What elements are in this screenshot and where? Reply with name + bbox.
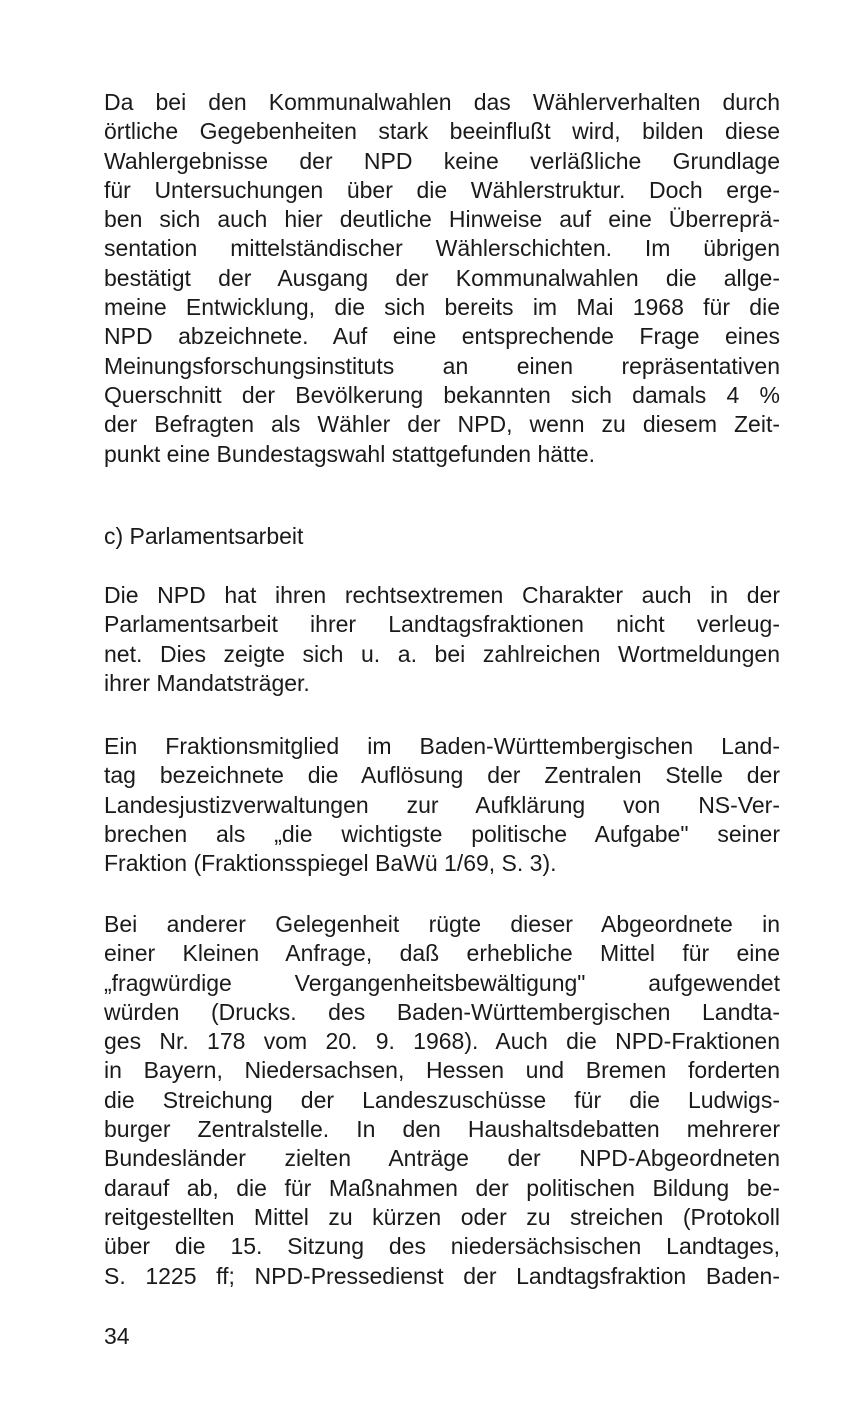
text-line: Da bei den Kommunalwahlen das Wählerverhalten durch [104,89,780,115]
text-line: net. Dies zeigte sich u. a. bei zahlreichen Wortmeldungen [104,640,780,667]
text-line: brechen als „die wichtigste politische Aufgabe" seiner [104,820,780,847]
text-line: Meinungsforschungsinstituts an einen repräsentativen [104,352,780,379]
paragraph-kommunalwahlen [104,88,780,469]
text-line: einer Kleinen Anfrage, daß erhebliche Mittel für eine [104,940,780,967]
text-line: burger Zentralstelle. In den Haushaltsdebatten mehrerer [104,1116,780,1143]
paragraph-abgeordneter [104,910,780,1291]
text-line: sentation mittelständischer Wählerschichten. Im übrigen [104,235,780,262]
text-line: bestätigt der Ausgang der Kommunalwahlen die allge- [104,264,780,291]
section-heading: c) Parlamentsarbeit [104,523,304,549]
text-line: Bei anderer Gelegenheit rügte dieser Abgeordnete in [104,911,780,937]
text-line: die Streichung der Landeszuschüsse für die Ludwigs- [104,1086,780,1113]
text-line: ges Nr. 178 vom 20. 9. 1968). Auch die NPD-Fraktionen [104,1028,780,1055]
text-line: Ein Fraktionsmitglied im Baden-Württembergischen Land- [104,733,780,759]
text-line: für Untersuchungen über die Wählerstruktur. Doch erge- [104,176,780,203]
text-line: Landesjustizverwaltungen zur Aufklärung von NS-Ver- [104,791,780,818]
text-line: punkt eine Bundestagswahl stattgefunden hätte. [104,440,596,467]
text-line: Querschnitt der Bevölkerung bekannten sich damals 4 % [104,381,780,408]
text-line: in Bayern, Niedersachsen, Hessen und Bremen forderten [104,1057,780,1084]
text-line: Bundesländer zielten Anträge der NPD-Abgeordneten [104,1145,780,1172]
text-line: reitgestellten Mittel zu kürzen oder zu streichen (Protokoll [104,1203,780,1230]
text-line: ihrer Mandatsträger. [104,669,310,696]
paragraph-fraktionsmitglied [104,732,780,878]
text-line: würden (Drucks. des Baden-Württembergischen Landta- [104,998,780,1025]
text-line: Parlamentsarbeit ihrer Landtagsfraktionen nicht verleug- [104,611,780,638]
text-line: ben sich auch hier deutliche Hinweise auf eine Überreprä- [104,206,780,233]
text-line: Fraktion (Fraktionsspiegel BaWü 1/69, S. 3). [104,850,557,877]
text-line: örtliche Gegebenheiten stark beeinflußt wird, bilden diese [104,118,780,145]
text-line: S. 1225 ff; NPD-Pressedienst der Landtagsfraktion Baden- [104,1262,780,1289]
text-line: tag bezeichnete die Auflösung der Zentralen Stelle der [104,762,780,789]
text-line: über die 15. Sitzung des niedersächsischen Landtages, [104,1233,780,1260]
text-line: NPD abzeichnete. Auf eine entsprechende Frage eines [104,323,780,350]
text-line: meine Entwicklung, die sich bereits im Mai 1968 für die [104,294,780,321]
text-line: der Befragten als Wähler der NPD, wenn zu diesem Zeit- [104,411,780,438]
page-number: 34 [104,1323,130,1349]
text-line: „fragwürdige Vergangenheitsbewältigung" aufgewendet [104,969,780,996]
text-line: Wahlergebnisse der NPD keine verläßliche Grundlage [104,147,780,174]
text-line: Die NPD hat ihren rechtsextremen Charakter auch in der [104,582,780,608]
paragraph-parlamentsarbeit [104,581,780,698]
text-line: darauf ab, die für Maßnahmen der politischen Bildung be- [104,1174,780,1201]
